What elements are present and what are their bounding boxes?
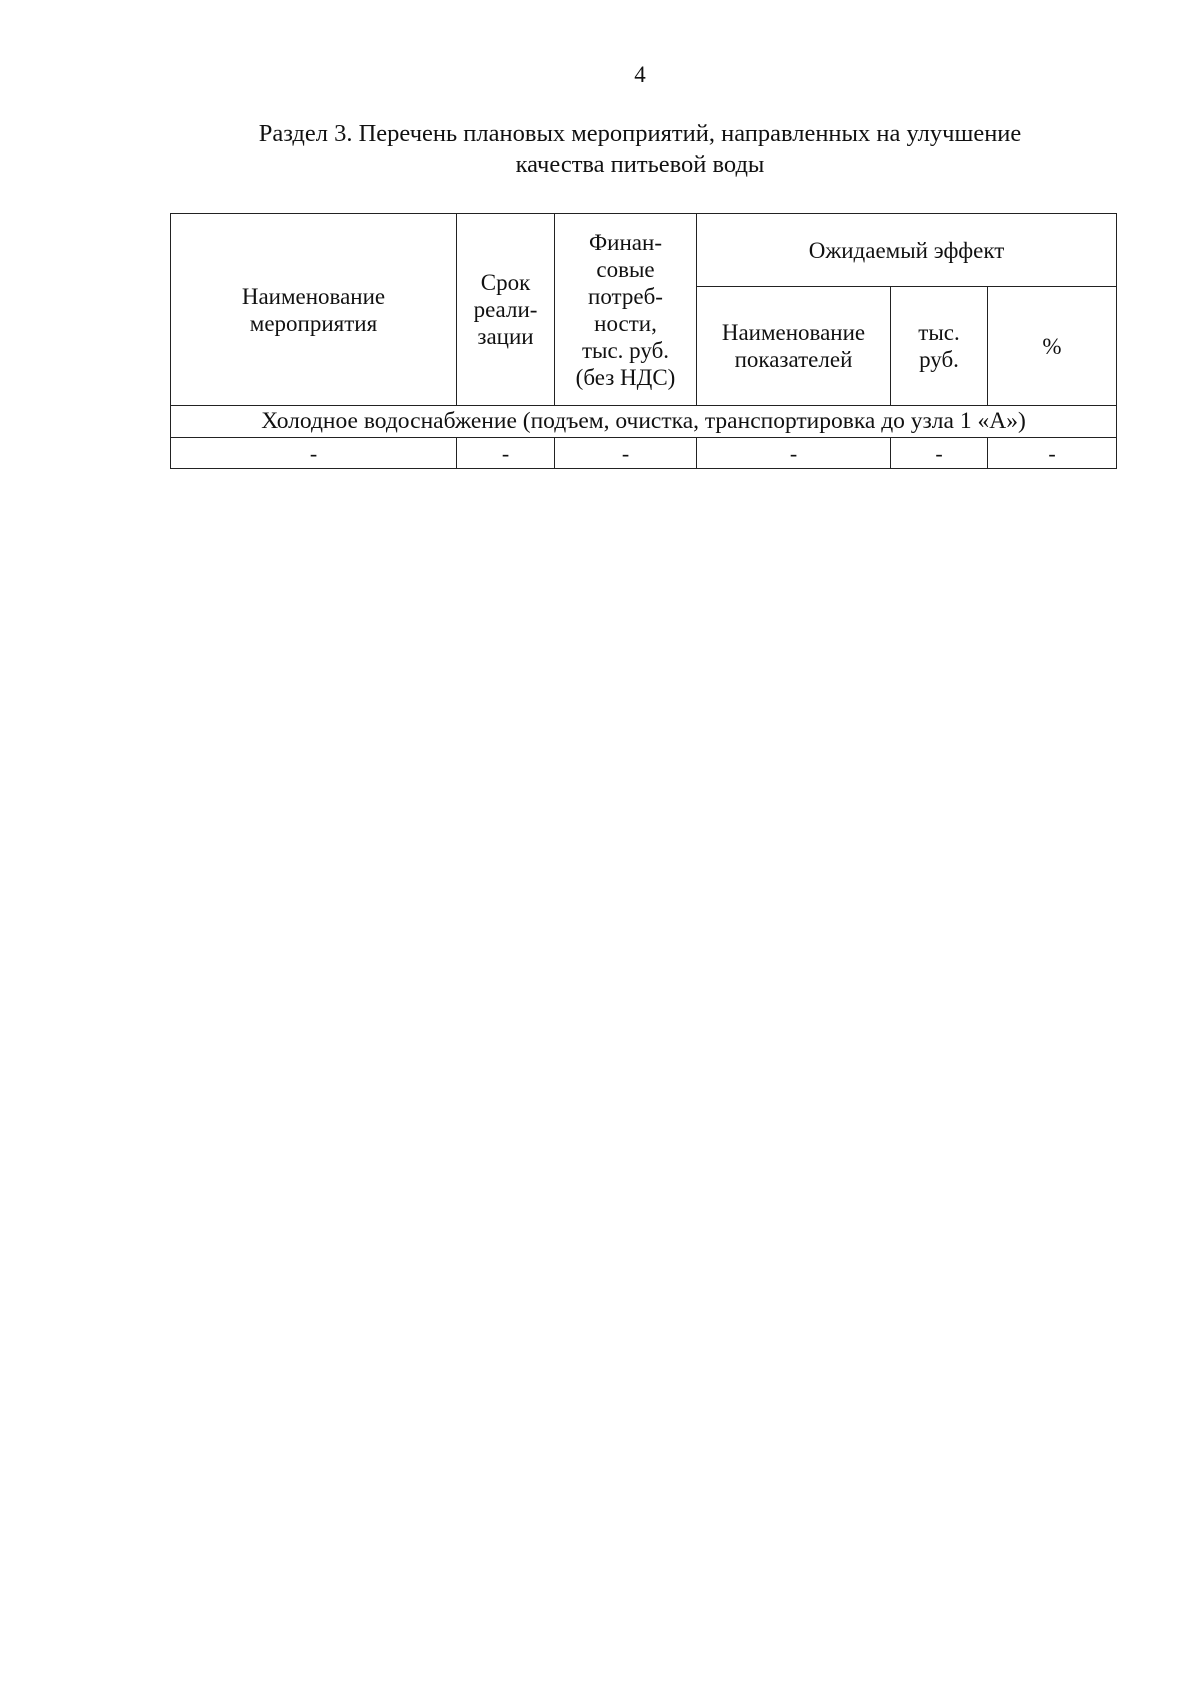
planned-measures-table [170,213,1117,469]
header-financial-needs: Финан- совые потреб- ности, тыс. руб. (без НДС) [555,214,697,406]
section-title-line-1: Раздел 3. Перечень плановых мероприятий, направленных на улучшение [258,120,1022,147]
table-cell: - [457,438,555,469]
table-cell: - [555,438,697,469]
section-title-line-2: качества питьевой воды [515,151,765,178]
table-group-row [171,406,1117,438]
table-cell: - [891,438,988,469]
header-measure-name: Наименование мероприятия [171,214,457,406]
table-header-row-1 [171,214,1117,287]
page-number: 4 [634,62,646,87]
header-percent: % [988,287,1117,406]
table-row [171,438,1117,469]
table-cell: - [171,438,457,469]
header-implementation-term: Срок реали- зации [457,214,555,406]
header-expected-effect: Ожидаемый эффект [697,214,1117,287]
table-cell: - [988,438,1117,469]
table-cell: - [697,438,891,469]
header-indicator-names: Наименование показателей [697,287,891,406]
section-title [150,118,1130,180]
group-row-label: Холодное водоснабжение (подъем, очистка, транспортировка до узла 1 «А») [171,406,1117,438]
header-thousand-rub: тыс. руб. [891,287,988,406]
